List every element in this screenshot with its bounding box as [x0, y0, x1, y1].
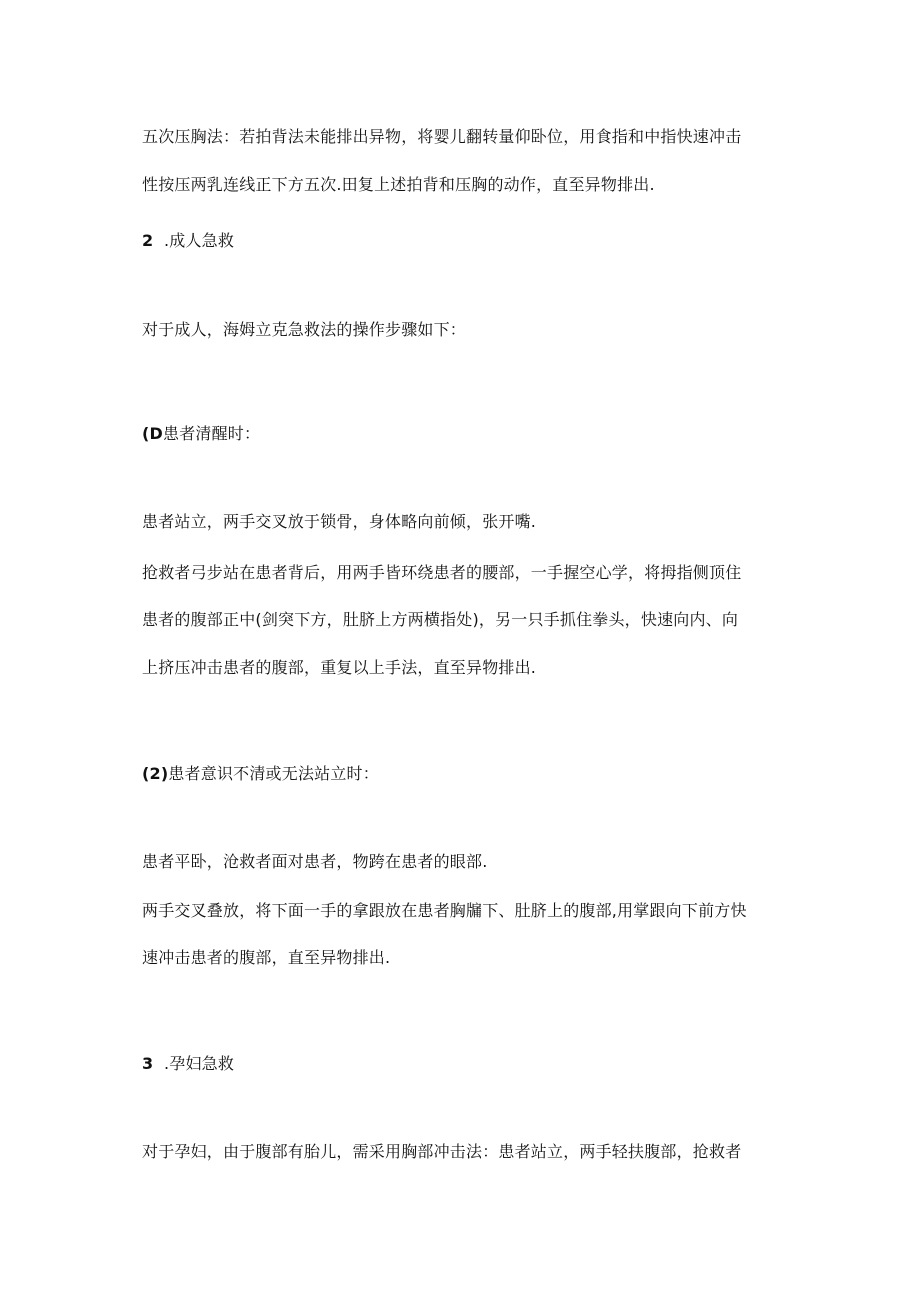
paragraph-line: 上挤压冲击患者的腹部，重复以上手法，直至异物排出.	[142, 658, 537, 677]
paragraph-line: 患者平卧，沧救者面对患者，物跨在患者的眼部.	[142, 852, 488, 871]
paragraph-line: 五次压胸法：若拍背法未能排出异物，将婴儿翻转量仰卧位，用食指和中指快速冲击	[142, 127, 742, 146]
paragraph-line: 对于成人，海姆立克急救法的操作步骤如下：	[142, 320, 467, 339]
subheading-conscious	[142, 424, 260, 444]
paragraph-line: 两手交叉叠放，将下面一手的拿跟放在患者胸牖下、肚脐上的腹部,用掌跟向下前方快	[142, 901, 747, 920]
subheading-marker: (D	[142, 424, 163, 443]
paragraph-line: 患者站立，两手交叉放于锁骨，身体略向前倾，张开嘴.	[142, 512, 537, 531]
paragraph-line: 患者的腹部正中(剑突下方，肚脐上方两横指处)，另一只手抓住拳头，快速向内、向	[142, 610, 739, 629]
subheading-unconscious	[142, 764, 379, 784]
subheading-text: 患者清醒时：	[163, 424, 261, 443]
paragraph-line: 对于孕妇，由于腹部有胎儿，需采用胸部冲击法：患者站立，两手轻扶腹部，抢救者	[142, 1142, 742, 1161]
subheading-marker: (2)	[142, 764, 169, 783]
section-number: 2	[142, 231, 154, 250]
subheading-text: 患者意识不清或无法站立时：	[168, 764, 379, 783]
paragraph-line: 速冲击患者的腹部，直至异物排出.	[142, 948, 391, 967]
section-heading-3	[142, 1054, 234, 1074]
section-title: .成人急救	[164, 231, 235, 250]
paragraph-line: 性按压两乳连线正下方五次.田复上述拍背和压胸的动作，直至异物排出.	[142, 175, 655, 194]
section-heading-2	[142, 231, 234, 251]
section-title: .孕妇急救	[164, 1054, 235, 1073]
paragraph-line: 抢救者弓步站在患者背后，用两手皆环绕患者的腰部，一手握空心学，将拇指侧顶住	[142, 563, 742, 582]
section-number: 3	[142, 1054, 154, 1073]
